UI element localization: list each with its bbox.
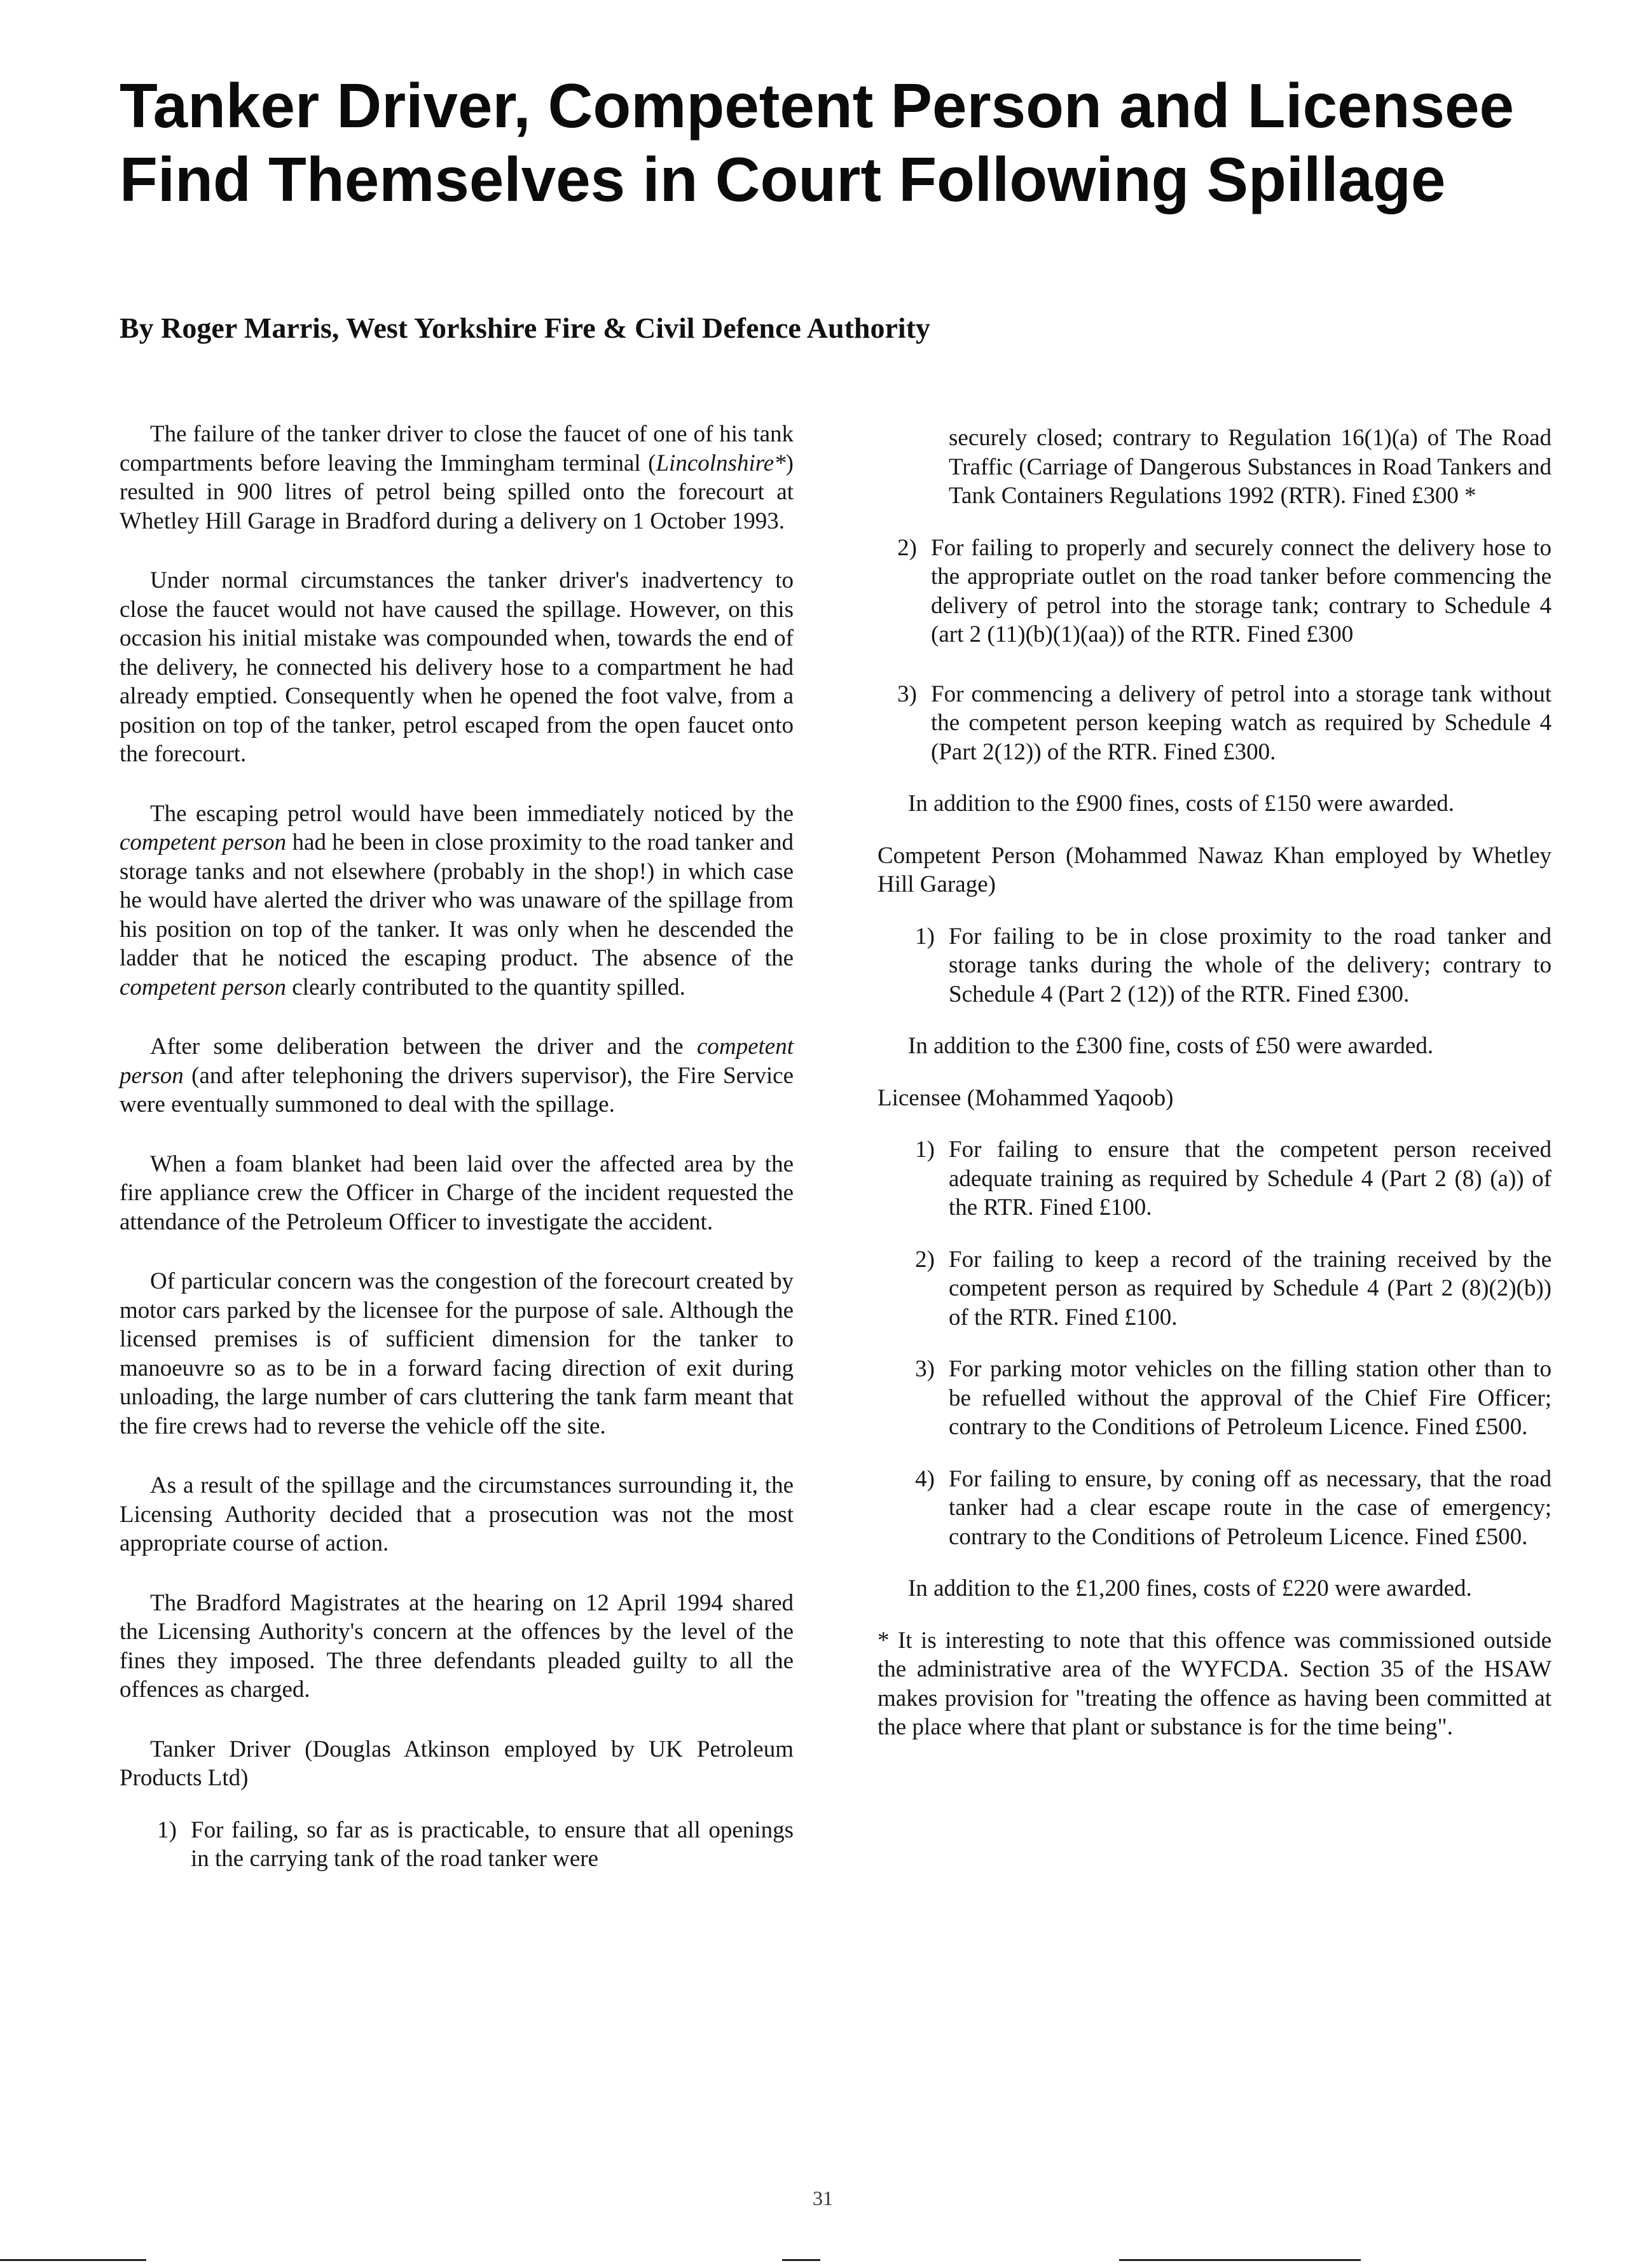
list-item-number: 3): [915, 1356, 935, 1382]
list-item-text: For failing to properly and securely connect the delivery hose to the appropriate outlet on the road tanker before commencing the delivery of petrol into the storage tank; contrary to Schedule 4 (art 2 (11)(b)(1)(aa)) of the RTR. Fined £300: [931, 534, 1552, 647]
list-item: [878, 1135, 1552, 1222]
emphasis-text: Lincolnshire*: [656, 450, 786, 476]
paragraph: [120, 1032, 794, 1119]
emphasis-text: competent person: [120, 829, 287, 855]
costs-summary: In addition to the £300 fine, costs of £50 were awarded.: [908, 1033, 1434, 1059]
list-item-number: 1): [157, 1816, 177, 1843]
paragraph: Under normal circumstances the tanker driver's inadvertency to close the faucet would not have caused the spillage. However, on this occasion his initial mistake was compounded when, towards the end of the delivery, he connected his delivery hose to a compartment he had already emptied. Consequently when he opened the foot valve, from a position on top of the tanker, petrol escaped from the open faucet onto the forecourt.: [120, 567, 794, 767]
text-run: (and after telephoning the drivers supervisor), the Fire Service were eventually summoned to deal with the spillage.: [120, 1062, 794, 1117]
list-item: [120, 1816, 794, 1874]
list-item-number: 2): [915, 1246, 935, 1273]
list-item-text: For failing to keep a record of the training received by the competent person as required by Schedule 4 (Part 2 (8)(2)(b)) of the RTR. Fined £100.: [949, 1246, 1552, 1331]
article-title: Tanker Driver, Competent Person and Licensee Find Themselves in Court Following Spillage: [120, 71, 1515, 214]
list-item-number: 1): [915, 923, 935, 950]
left-column: [120, 420, 794, 1874]
scan-edge-line: [782, 2259, 820, 2261]
section-heading: Competent Person (Mohammed Nawaz Khan employed by Whetley Hill Garage): [878, 842, 1552, 897]
list-item-text: For failing to ensure, by coning off as necessary, that the road tanker had a clear escape route in the case of emergency; contrary to the Conditions of Petroleum Licence. Fined £500.: [949, 1465, 1552, 1550]
list-item: [878, 1245, 1552, 1332]
list-item-text: For failing to be in close proximity to the road tanker and storage tanks during the whole of the delivery; contrary to Schedule 4 (Part 2 (12)) of the RTR. Fined £300.: [949, 923, 1552, 1007]
paragraph: [120, 799, 794, 1002]
list-item-text: For parking motor vehicles on the filling station other than to be refuelled without the approval of the Chief Fire Officer; contrary to the Conditions of Petroleum Licence. Fined £500.: [949, 1356, 1552, 1440]
list-item: [878, 922, 1552, 1009]
text-run: After some deliberation between the driver and the: [150, 1034, 697, 1060]
list-item-text: For failing, so far as is practicable, to ensure that all openings in the carrying tank of the road tanker were: [191, 1816, 794, 1872]
list-item: [878, 680, 1552, 767]
page-number: 31: [813, 2187, 833, 2209]
list-item: [878, 534, 1552, 649]
text-run: had he been in close proximity to the road tanker and storage tanks and not elsewhere (probably in the shop!) in which case he would have alerted the driver who was unaware of the spillage from his position on top of the tanker. It was only when he descended the ladder that he noticed the escaping product. The absence of the: [120, 829, 794, 971]
costs-summary: In addition to the £900 fines, costs of £150 were awarded.: [908, 791, 1455, 817]
list-item-text: For failing to ensure that the competent person received adequate training as required by Schedule 4 (Part 2 (8) (a)) of the RTR. Fined £100.: [949, 1137, 1552, 1220]
emphasis-text: competent person: [120, 974, 287, 1000]
article-byline: By Roger Marris, West Yorkshire Fire & Civil Defence Authority: [120, 312, 931, 344]
emphasis-text: competent person: [120, 1034, 794, 1089]
list-item-continued: [878, 424, 1552, 511]
list-item-text: securely closed; contrary to Regulation 16(1)(a) of The Road Traffic (Carriage of Dangerous Substances in Road Tankers and Tank Containers Regulations 1992 (RTR). Fined £300 *: [949, 425, 1552, 509]
costs-summary: In addition to the £1,200 fines, costs of £220 were awarded.: [908, 1575, 1472, 1601]
paragraph: When a foam blanket had been laid over the affected area by the fire appliance crew the Officer in Charge of the incident requested the attendance of the Petroleum Officer to investigate the accident.: [120, 1151, 794, 1235]
list-item-number: 3): [897, 681, 917, 707]
list-item-number: 2): [897, 534, 917, 561]
paragraph: As a result of the spillage and the circumstances surrounding it, the Licensing Authority decided that a prosecution was not the most appropriate course of action.: [120, 1472, 794, 1556]
list-item-text: For commencing a delivery of petrol into a storage tank without the competent person keeping watch as required by Schedule 4 (Part 2(12)) of the RTR. Fined £300.: [931, 681, 1552, 765]
section-heading: Tanker Driver (Douglas Atkinson employed by UK Petroleum Products Ltd): [120, 1736, 794, 1791]
list-item-number: 1): [915, 1137, 935, 1163]
scan-edge-line: [1119, 2259, 1361, 2261]
list-item: [878, 1355, 1552, 1442]
list-item: [878, 1465, 1552, 1552]
paragraph: Of particular concern was the congestion of the forecourt created by motor cars parked by the licensee for the purpose of sale. Although the licensed premises is of sufficient dimension for the tanker to manoeuvre so as to be in a forward facing direction of exit during unloading, the large number of cars cluttering the tank farm meant that the fire crews had to reverse the vehicle off the site.: [120, 1268, 794, 1439]
footnote: * It is interesting to note that this offence was commissioned outside the administrative area of the WYFCDA. Section 35 of the HSAW makes provision for "treating the offence as having been committed at the place where that plant or substance is for the time being".: [878, 1627, 1552, 1740]
paragraph: The Bradford Magistrates at the hearing on 12 April 1994 shared the Licensing Authority's concern at the offences by the level of the fines they imposed. The three defendants pleaded guilty to all the offences as charged.: [120, 1589, 794, 1703]
text-run: clearly contributed to the quantity spilled.: [286, 974, 685, 1000]
text-run: ) resulted in 900 litres of petrol being spilled onto the forecourt at Whetley Hill Garage in Bradford during a delivery on 1 October 1993.: [120, 450, 794, 534]
right-column: [878, 424, 1552, 1742]
text-run: The escaping petrol would have been immediately noticed by the: [150, 800, 794, 827]
text-run: The failure of the tanker driver to close the faucet of one of his tank compartments before leaving the Immingham terminal (: [120, 421, 794, 476]
scan-edge-line: [0, 2259, 146, 2261]
paragraph: [120, 420, 794, 536]
list-item-number: 4): [915, 1465, 935, 1492]
section-heading: Licensee (Mohammed Yaqoob): [878, 1084, 1174, 1111]
